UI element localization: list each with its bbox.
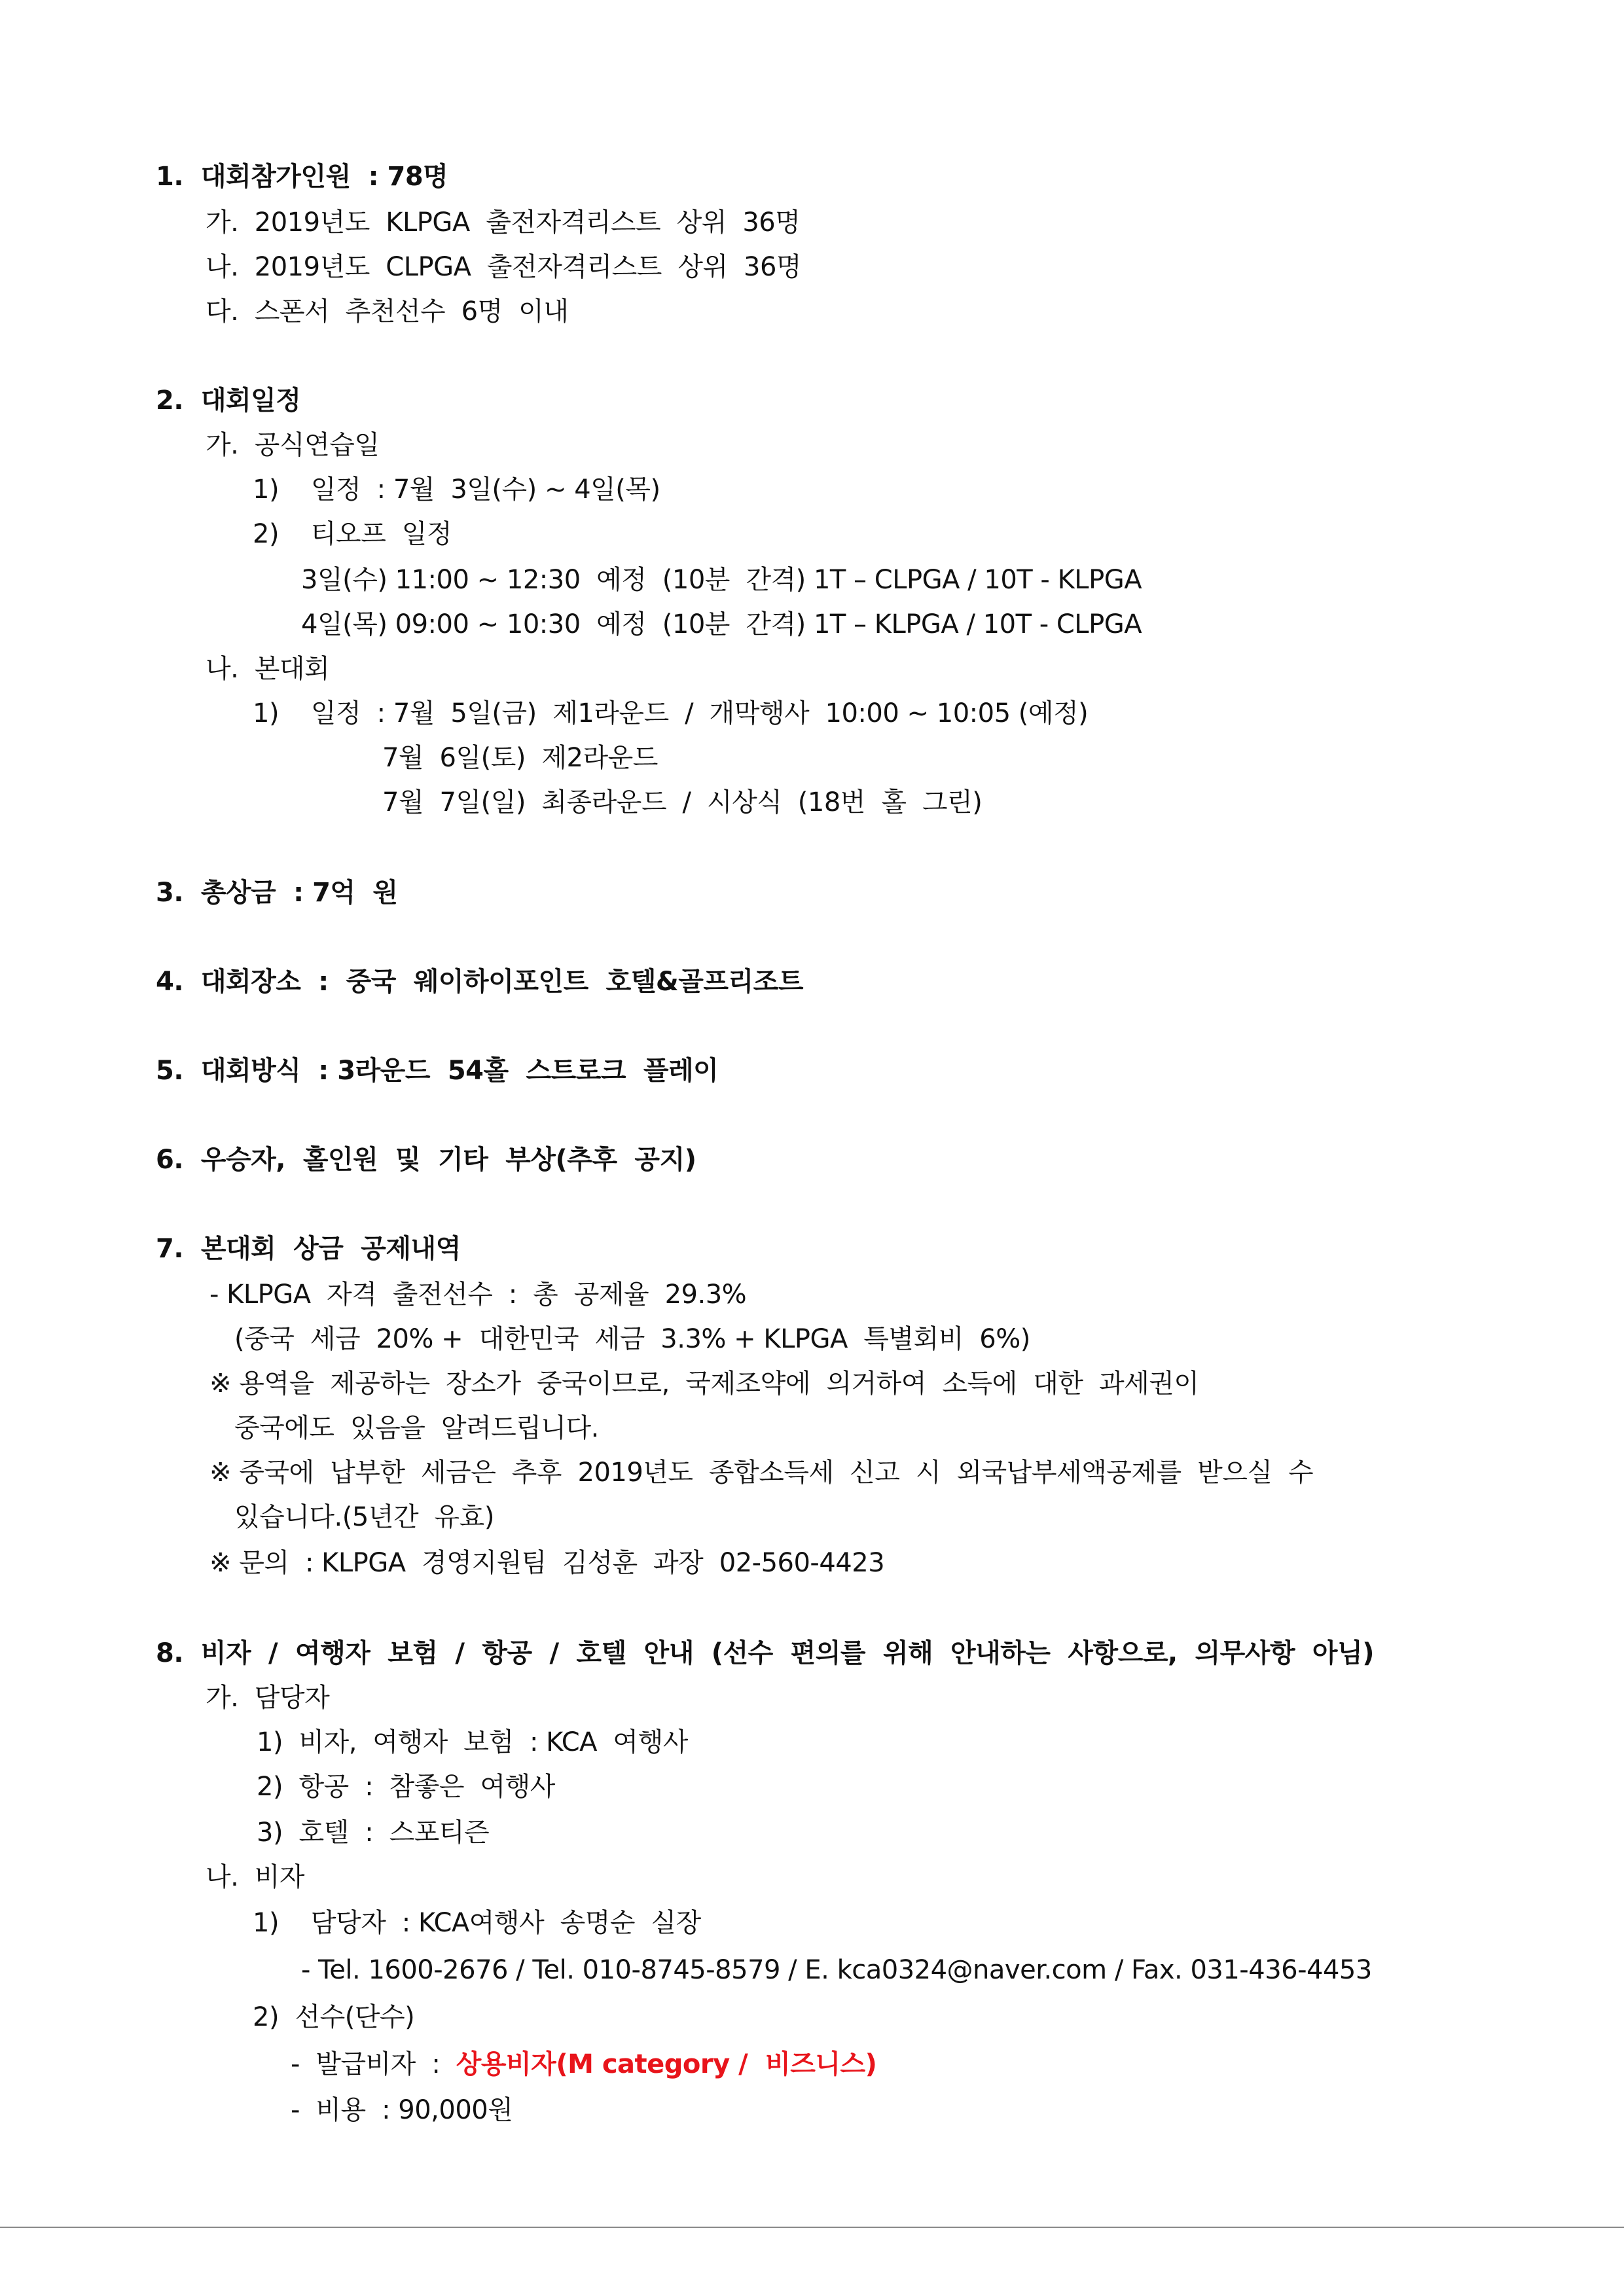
section-6-heading: 6. 우승자, 홀인원 및 기타 부상(추후 공지) <box>156 1145 696 1175</box>
s8-line-6: 1) 담당자 : KCA여행사 송명순 실장 <box>253 1908 701 1938</box>
s8-line-3: 2) 항공 : 참좋은 여행사 <box>257 1772 555 1802</box>
s1-item-3: 다. 스폰서 추천선수 6명 이내 <box>206 296 569 327</box>
s2-line-9: 7월 7일(일) 최종라운드 / 시상식 (18번 홀 그린) <box>382 787 983 817</box>
s2-line-4: 3일(수) 11:00 ~ 12:30 예정 (10분 간격) 1T – CLPGA / 10T - KLPGA <box>301 565 1142 595</box>
s2-line-3: 2) 티오프 일정 <box>253 519 452 549</box>
s7-note-1: ※ 용역을 제공하는 장소가 중국이므로, 국제조약에 의거하여 소득에 대한 과세권이 <box>209 1369 1199 1399</box>
section-1-heading: 1. 대회참가인원 : 78명 <box>156 162 448 192</box>
s8-visa-line <box>291 2047 876 2081</box>
s8-line-2: 1) 비자, 여행자 보험 : KCA 여행사 <box>257 1727 688 1757</box>
section-4-heading: 4. 대회장소 : 중국 웨이하이포인트 호텔&골프리조트 <box>156 967 803 997</box>
visa-label: - 발급비자 : <box>291 2049 456 2079</box>
s2-line-5: 4일(목) 09:00 ~ 10:30 예정 (10분 간격) 1T – KLPGA / 10T - CLPGA <box>301 609 1142 639</box>
s8-line-5: 나. 비자 <box>206 1862 305 1892</box>
s1-item-1: 가. 2019년도 KLPGA 출전자격리스트 상위 36명 <box>206 207 801 238</box>
s2-line-2: 1) 일정 : 7월 3일(수) ~ 4일(목) <box>253 475 660 505</box>
visa-value: 상용비자(M category / 비즈니스) <box>456 2049 877 2079</box>
section-8-heading: 8. 비자 / 여행자 보험 / 항공 / 호텔 안내 (선수 편의를 위해 안내하는 사항으로, 의무사항 아님) <box>156 1638 1374 1668</box>
s8-contact-line: - Tel. 1600-2676 / Tel. 010-8745-8579 / E. kca0324@naver.com / Fax. 031-436-4453 <box>301 1955 1372 1985</box>
section-5-heading: 5. 대회방식 : 3라운드 54홀 스트로크 플레이 <box>156 1056 719 1086</box>
s7-note-1-cont: 중국에도 있음을 알려드립니다. <box>234 1413 599 1443</box>
section-3-heading: 3. 총상금 : 7억 원 <box>156 878 398 908</box>
s8-line-4: 3) 호텔 : 스포티즌 <box>257 1818 490 1848</box>
s8-line-1: 가. 담당자 <box>206 1683 330 1713</box>
s7-line-1: - KLPGA 자격 출전선수 : 총 공제율 29.3% <box>209 1280 747 1310</box>
s8-line-8: 2) 선수(단수) <box>253 2002 415 2032</box>
s2-line-7: 1) 일정 : 7월 5일(금) 제1라운드 / 개막행사 10:00 ~ 10:05 (예정) <box>253 698 1089 728</box>
s2-line-1: 가. 공식연습일 <box>206 430 380 460</box>
footer-rule <box>0 2227 1624 2228</box>
s8-cost-line: - 비용 : 90,000원 <box>291 2095 513 2125</box>
s2-line-6: 나. 본대회 <box>206 654 330 684</box>
section-2-heading: 2. 대회일정 <box>156 386 301 416</box>
section-7-heading: 7. 본대회 상금 공제내역 <box>156 1234 461 1264</box>
s7-note-3: ※ 문의 : KLPGA 경영지원팀 김성훈 과장 02-560-4423 <box>209 1548 885 1578</box>
s7-note-2-cont: 있습니다.(5년간 유효) <box>234 1502 494 1532</box>
s7-note-2: ※ 중국에 납부한 세금은 추후 2019년도 종합소득세 신고 시 외국납부세액공제를 받으실 수 <box>209 1458 1314 1488</box>
s2-line-8: 7월 6일(토) 제2라운드 <box>382 743 658 773</box>
s7-line-2: (중국 세금 20% + 대한민국 세금 3.3% + KLPGA 특별회비 6%) <box>234 1324 1030 1354</box>
s1-item-2: 나. 2019년도 CLPGA 출전자격리스트 상위 36명 <box>206 252 802 282</box>
